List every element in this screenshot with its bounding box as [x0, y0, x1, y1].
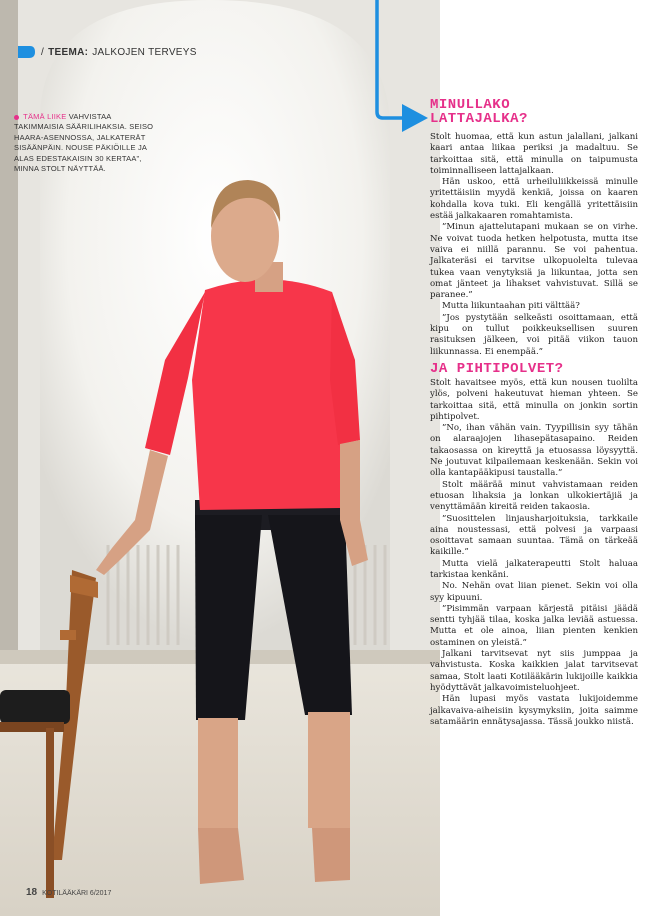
- page-header: [16, 44, 197, 60]
- theme-label: TEEMA:: [48, 46, 89, 58]
- paragraph: Stolt määrää minut vahvistamaan reiden etuosan lihaksia ja lonkan ulkokiertäjiä ja venyttämään kireitä reiden takaosia.: [430, 479, 638, 513]
- curtain-edge: [0, 0, 18, 660]
- caption-text: VAHVISTAA TAKIMMAISIA SÄÄRILIHAKSIA. SEISO HAARA-ASENNOSSA, JALKATERÄT SISÄÄNPÄIN. NOUSE PÄKIÖILLE JA ALAS EDESTAKAISIN 30 KERTAA”, MINNA STOLT NÄYTTÄÄ.: [14, 112, 154, 174]
- theme-topic: JALKOJEN TERVEYS: [92, 46, 197, 58]
- heading-1-line: MINULLAKO: [430, 97, 511, 113]
- heading-1-line: LATTAJALKA?: [430, 111, 528, 127]
- bullet-icon: [14, 115, 19, 120]
- paragraph: ”No, ihan vähän vain. Tyypillisin syy tähän on alaraajojen lihasepätasapaino. Reiden takaosassa on kireyttä ja etuosassa löysyyttä. Ne joutuvat kilpailemaan keskenään. Sekin voi olla kantapääkipusi taustalla.”: [430, 423, 638, 479]
- paragraph: Hän uskoo, että urheiluliikkeissä minulle yritettäisiin myydä kenkiä, joissa on kaaren kohdalla kova tuki. Eli kengällä yritettäisiin estää jalkakaaren romahtamista.: [430, 177, 638, 222]
- paragraph: ”Pisimmän varpaan kärjestä pitäisi jäädä sentti tyhjää tilaa, koska jalka leviää astuessa. Mutta et ole ainoa, liian pienten kenkien ostaminen on yleistä.”: [430, 603, 638, 648]
- teema-logo-icon: [16, 44, 36, 60]
- paragraph: Hän lupasi myös vastata lukijoidemme jalkavaiva-aiheisiin kysymyksiin, joita saimme satamäärin ennätysajassa. Tässä joukko niistä.: [430, 694, 638, 727]
- paragraph: Jalkani tarvitsevat nyt siis jumppaa ja vahvistusta. Koska kaikkien jalat tarvitsevat samaa, Stolt laati Kotilääkärin lukijoille kaikkia hyödyttävät jalkavoimisteluohjeet.: [430, 649, 638, 693]
- heading-lattajalka: [430, 98, 638, 126]
- paragraph: Mutta liikuntaahan piti välttää?: [442, 301, 580, 312]
- paragraph: Mutta vielä jalkaterapeutti Stolt haluaa tarkistaa kenkäni.: [430, 558, 638, 580]
- page-number: 18: [26, 887, 38, 898]
- paragraph: ”Jos pystytään selkeästi osoittamaan, että kipu on tullut poikkeuksellisen suuren rasituksen jälkeen, voi pitää viikon tauon liikunnassa. Ei enempää.”: [430, 312, 638, 357]
- paragraph: Stolt havaitsee myös, että kun nousen tuolilta ylös, polveni hakeutuvat hieman yhteen. Se tarkoittaa sitä, että minulla on jonkin sortin pihtipolvet.: [430, 377, 638, 422]
- paragraph: ”Minun ajattelutapani mukaan se on virhe. Ne voivat tuoda hetken helpotusta, mutta itse vaiva ei niillä parannu. Se voi pahentua. Jalkateräsi ei tarvitse ulkopuolelta tulevaa tukea vaan venytyksiä ja liikuntaa, jotta sen omat jänteet ja lihakset vahvistuvat. Sillä se paranee.”: [430, 222, 638, 301]
- heading-pihtipolvet: JA PIHTIPOLVET?: [430, 360, 564, 377]
- arrow-right-icon: [372, 0, 432, 135]
- header-slash: /: [41, 46, 45, 58]
- page-footer: [26, 887, 111, 898]
- paragraph: Stolt huomaa, että kun astun jalallani, jalkani kaari antaa liikaa periksi ja madaltuu. Se tarkoittaa sitä, että minulla on taipumusta toiminnalliseen lattajalkaan.: [430, 132, 638, 176]
- paragraph: ”Suosittelen linjausharjoituksia, tarkkaile aina noustessasi, että polvesi ja varpaasi osoittavat samaan suuntaa. Tämä on tärkeää kaikille.”: [430, 513, 638, 558]
- photo-caption: [14, 112, 154, 174]
- caption-lead: TÄMÄ LIIKE: [23, 112, 67, 121]
- article-column: [430, 98, 638, 728]
- magazine-issue: KOTILÄÄKÄRI 6/2017: [42, 890, 112, 897]
- paragraph: No. Nehän ovat liian pienet. Sekin voi olla syy kipuuni.: [430, 581, 638, 603]
